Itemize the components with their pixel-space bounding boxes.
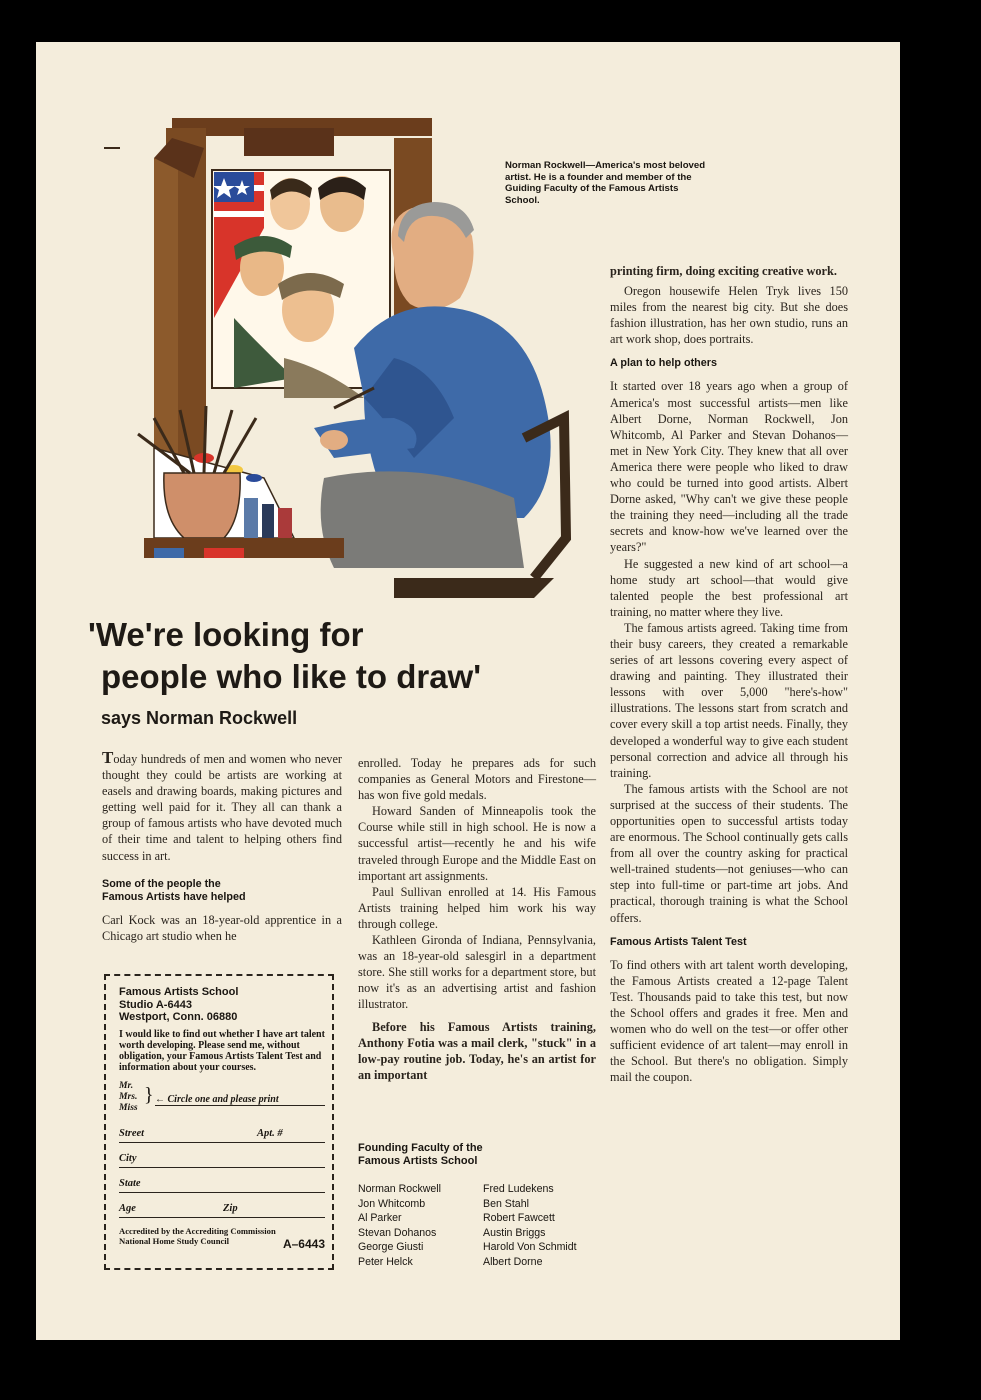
state-field[interactable]: State — [119, 1178, 325, 1193]
paragraph-tryk: Oregon housewife Helen Tryk lives 150 miles from the nearest big city. But she does fashion illustration, has her own studio, runs an art work shop, does portraits. — [610, 284, 848, 347]
headline-line-1: 'We're looking for — [88, 616, 364, 653]
byline: says Norman Rockwell — [101, 708, 298, 728]
faculty-member: Robert Fawcett — [483, 1212, 555, 1225]
title-mr[interactable]: Mr. — [119, 1079, 134, 1091]
drop-cap: T — [102, 748, 114, 767]
paragraph-talent-test: To find others with art talent worth developing, the Famous Artists created a 12-page Talent Test. Thousands paid to take this test, but now the School offers and grades it free. Men and women who do well on the test—or offer other sufficient evidence of art talent—may enroll in the School. But there's no obligation. Simply mail the coupon. — [610, 957, 848, 1085]
faculty-member: Austin Briggs — [483, 1226, 546, 1239]
founding-faculty — [358, 1142, 608, 1268]
intro-paragraph: Today hundreds of men and women who never thought they could be artists are working at easels and drawing boards, making pictures and getting well paid for it. They all can thank a group of famous artists who have devoted much of their time and talent to helping others find success in art. — [102, 748, 342, 863]
faculty-member: Jon Whitcomb — [358, 1197, 426, 1210]
illustration-caption: Norman Rockwell—America's most beloved artist. He is a founder and member of the Guiding Faculty of the Famous Artists School. — [505, 160, 706, 206]
faculty-list-right — [483, 1182, 577, 1270]
faculty-member: Fred Ludekens — [483, 1183, 554, 1195]
coupon-studio: Studio A-6443 — [119, 998, 192, 1011]
title-miss[interactable]: Miss — [119, 1101, 138, 1113]
accreditation-note: Accredited by the Accrediting Commission National Home Study Council A–6443 — [119, 1225, 325, 1251]
paragraph-sanden: Howard Sanden of Minneapolis took the Course while still in high school. He is now a successful artist—recently he and his wife traveled through Europe and the Middle East on important art assignments. — [358, 804, 596, 883]
coupon-code: A–6443 — [282, 1236, 325, 1251]
apt-label: Apt. # — [257, 1127, 283, 1139]
column-3 — [610, 263, 848, 1085]
faculty-list-left — [358, 1182, 441, 1270]
carl-kock-paragraph: Carl Kock was an 18-year-old apprentice in a Chicago art studio when he — [102, 912, 342, 943]
name-field[interactable] — [155, 1094, 325, 1106]
street-field[interactable]: Street Apt. # — [119, 1128, 325, 1143]
paragraph-not-surprised: The famous artists with the School are not surprised at the success of their students. The opportunities open to successful artists today are enormous. The School continually gets calls from all over the country asking for practical well-trained students—not geniuses—who can step into full-time or part-time art jobs. And practical, thorough training is what the School offers. — [610, 781, 848, 925]
coupon-body: I would like to find out whether I have art talent worth developing. Please send me, without obligation, your Famous Artists Talent Test and information about your courses. — [119, 1028, 325, 1074]
faculty-member: George Giusti — [358, 1241, 424, 1254]
coupon-school: Famous Artists School — [119, 986, 239, 998]
paragraph-ads: enrolled. Today he prepares ads for such companies as General Motors and Firestone—has won five gold medals. — [358, 756, 596, 803]
faculty-member: Ben Stahl — [483, 1197, 529, 1210]
coupon-address: Westport, Conn. 06880 — [119, 1011, 238, 1023]
paragraph-agreed: The famous artists agreed. Taking time from their busy careers, they created a remarkable series of art lessons covering every aspect of drawing and painting. They illustrated their lessons with over 5,000 "here's-how" illustrations. The lessons start from scratch and cover every skill a top artist needs. Finally, they developed a wonderful way to give each student personal correction and advice all through his training. — [610, 620, 848, 780]
helped-subheading: Some of the people the Famous Artists have helped — [102, 877, 246, 903]
paragraph-started: It started over 18 years ago when a group of America's most successful artists—men like Albert Dorne, Norman Rockwell, Jon Whitcomb, Al Parker and Stevan Dohanos—met in New York City. They knew that all over America there were people who liked to draw who could be turned into good artists. Albert Dorne asked, "Why can't we give these people the training they need—including all the trade secrets and know-how we've learned over the years?" — [610, 379, 848, 555]
paragraph-printing-firm: printing firm, doing exciting creative work. — [610, 264, 837, 278]
paragraph-suggested: He suggested a new kind of art school—a home study art school—that would give talented people the best professional art training, no matter where they live. — [610, 556, 848, 619]
faculty-member: Al Parker — [358, 1212, 402, 1225]
column-1 — [102, 750, 342, 944]
age-zip-field[interactable]: Age Zip — [119, 1203, 325, 1218]
paragraph-gironda: Kathleen Gironda of Indiana, Pennsylvania, was an 18-year-old salesgirl in a department store. She still works for a department store, but now it's as an advertising artist and fashion illustrator. — [358, 933, 596, 1012]
faculty-member: Peter Helck — [358, 1255, 413, 1268]
faculty-member: Norman Rockwell — [358, 1183, 442, 1195]
talent-test-subheading: Famous Artists Talent Test — [610, 935, 747, 948]
faculty-member: Albert Dorne — [483, 1255, 543, 1268]
headline-line-2: people who like to draw' — [101, 658, 482, 695]
zip-label: Zip — [223, 1202, 238, 1214]
mail-coupon[interactable] — [104, 974, 334, 1270]
city-field[interactable]: City — [119, 1153, 325, 1168]
faculty-member: Stevan Dohanos — [358, 1226, 437, 1239]
column-2 — [358, 755, 596, 1083]
title-select[interactable]: Mr. Mrs. Miss } ← Circle one and please print — [119, 1080, 325, 1118]
faculty-member: Harold Von Schmidt — [483, 1241, 577, 1254]
magazine-page — [36, 42, 900, 1340]
circle-instruction: ← Circle one and please print — [155, 1093, 279, 1105]
paragraph-fotia: Before his Famous Artists training, Anthony Fotia was a mail clerk, "stuck" in a low-pay routine job. Today, he's an artist for an important — [358, 1019, 596, 1082]
paragraph-sullivan: Paul Sullivan enrolled at 14. His Famous Artists training helped him work his way through college. — [358, 884, 596, 931]
faculty-heading: Founding Faculty of the Famous Artists School — [358, 1142, 483, 1167]
title-mrs[interactable]: Mrs. — [119, 1090, 138, 1102]
headline — [88, 614, 648, 698]
plan-subheading: A plan to help others — [610, 357, 717, 370]
